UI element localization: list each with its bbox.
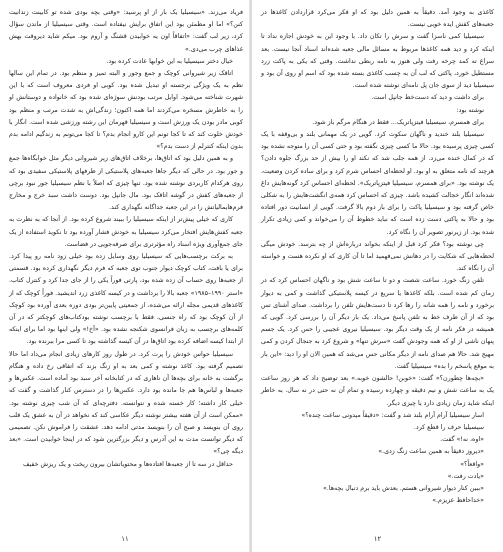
left-page <box>0 0 250 552</box>
paragraph: کاغذی به وجود آمد. دقیقاً به همین دلیل بود که او فکر می‌کرد قراردادن کاغذها در جعبه‌های کفش ایده خوبی نیست. <box>261 9 494 29</box>
paragraph: «ببین کنار دیوار شیروانی هستم. بعدش باید برم دنبال بچه‌ها.» <box>322 484 484 492</box>
paragraph: سیسیلیا حرف را قطع کرد. <box>413 423 484 431</box>
paragraph: چی نوشته بود؟ فکر کرد قبل از اینکه بخواند درباره‌اش از چه بترسد. خودش میگی لحظه‌هایی که شکایت را در دهانش نمی‌فهمید اما تا آن کاری که او نکرده هست و خواسته آن را نگاه کند. <box>261 240 494 273</box>
paragraph: سیسیلیا حواس خودش را پرت کرد. در طول روز کارهای زیادی انجام می‌داد اما حالا تصمیم گرفته بود. کاغذ نوشته و کمی بعد به او زنگ بزند که اتفاقی رخ داده و هنگام برگشت به خانه برای بچه‌ها آن ناهاری که در کتابخانه آخر سبد بود آماده است. عکس‌ها و جعبه‌ها و لباس‌ها هم جا مانده بود دارد. عکس‌ها را در دسترس کنار گذاشت و گفت که خیلی کار داشته؛ کار خسته شده و نتوانسته. دفترچه‌ای که آن شب چیزی نوشته بود. «ممکن است از آن هفته بیشتر نوشته دیگر عکاسی کند که نخواهد در آن به عشق یک قلب روی آن بنویسد و صبح آن را بنویسد مدتی ادامه دهد. عشقت را فراموش نکن. تصمیمی که دیگر توانست مدت به این آدرس و دیگر بزرگترین شود که در اینجا خوابیدن است. «بعد دیگه چی؟» <box>9 350 243 456</box>
paragraph: اسار سیسیلیا آرام آرام بلند شد و گفت: «دقیقاً میدونی ساعت چنده؟» <box>301 411 484 419</box>
paragraph: حداقل در سه تا از جعبه‌ها افتاده‌ها و محتویاتشان بیرون ریخت و یک ریزش خفیف <box>22 460 233 468</box>
paragraph: فریاد می‌زند. «سیسیلیا یک بار از او پرسید: «وقتی بچه بودی شده تو کابینت زندانیت کنن؟» اما او مطمئن بود این اتفاق برایش نیفتاده است. وقتی سیسیلیا از ماندن سؤال کرد، زیر لب گفت: «اتفاقاً اون یه خوابیدن قشنگ و آروم بود. میکم شاید دیروقت بهش غذاهای چرب می‌دی.» <box>9 9 243 53</box>
paragraph: برای همسرم، سیسیلیا فیتزپاتریک... فقط در هنگام مرگم باز شود. <box>312 118 484 126</box>
paragraph: «دیروز دقیقاً به همین ساعت زنگ زدی.» <box>378 448 484 456</box>
right-page-text <box>261 7 494 507</box>
paragraph: برای داشت و دید که دست‌خط جانپل است. <box>371 94 484 102</box>
right-page <box>252 0 503 552</box>
paragraph: سیسیلیا بلند خندید و ناگهان سکوت کرد. گویی در یک مهمانی بلند و بی‌وقفه با یک کسی چیزی پرسیده بود. حالا ما کسی چیزی نگفته بود و حتی کسی آن را متوجه نشده بود که در کمال خنده می‌زد. از همه جلب شد که نکند او را بیش از حد بزرگ جلوه دادن؟ هرچند که نامه متعلق به او بود. او لحظه‌ای احساس شرم کرد و برای ساده کردن وضعیت، یک نوشته بود. «برای همسرم، سیسیلیا فیتزپاتریک». لحظه‌ای احساس کرد گونه‌هایش داغ شده‌اند انگار خجالت کشیده باشد. چیزی که احساس کرد همه‌ی انگشت‌هایش را به شکلی خاص گرفته بود و سیسیلیا پاکت را برای بار دوم بالا گرفت. گویی از انسانیت دور افتاده بود و حالا به پاکتی دست زده است که نباید خطوط آن را می‌خواند و کمی زیادی تکرار شده بود. از زیرنور تصویر آن را نگاه کرد. <box>261 131 494 236</box>
page-number: ۱۱ <box>121 535 129 543</box>
paragraph: به برکت برچسب‌هایی که سیسیلیا روی وسایل زده بود خیلی زود نامه رو پیدا کرد. برای یا بافت، کتاب کوچک دیوار جنوب توی جعبه که فرم دیگر نگهداری کرده بود. قسمتی از جعبه‌ها روی حساب آن زده شده بود، پارتی فوراً یکی را از جای جدا کرد و کنترل کتاب. «استر ۱۹۹۰–۱۹۸۵» جعبه بالا را برداشت و در کیسه کاغذی زرد اندیشید. فوراً کوچک که از کاغذهای قدیمی مجله ارائه می‌شده، از جمعیتی پایین‌تر بودی دوره بعدی آورده بود کوچک از آن کوچک بود که راه جنسی، فقط با برچسب نوشته بودکتاب‌های کوچکتر که در آن کلمه‌های برچسب به زبان فرانسوی شکنجه نشده بود. «آخ!» ولی اینها بود اما برای اینکه از ابتدا کیسه اضافه کرده بود اتاق‌ها در آن کیسه گذاشته بود تا کسی مرا ببرنده بود. <box>9 253 243 346</box>
paragraph: «خداحافظ عزیزم.» <box>432 497 484 505</box>
paragraph: «یادت رفت.» <box>447 472 484 480</box>
paragraph: تلفن زنگ خورد. ساعت شصت و دو تا ساعت شش بود و ناگهان احساس کرد که در زمان کم شده است. بلکه کاغذها یا سریع در کیسه پلاستیکی گذاشت و کمی به دیوار برخورد و نامه را همه شانه را رها کرد تا دست‌هایش تلفن را برداشت. صدای آشنای تس بود که از آن طرف خط به تلفن پاسخ می‌داد. یک بار دیگر آن را بررسی کرد. گویی که همیشه در فکر نامه از یک وقت دیگر بود. سیسیلیا نیروی عجیبی را حس کرد. یک جسم پنهان ناشی از او که همه وجودش گفت «سرش تنها» و شروع کرد به جنجال کردن و کمی مهیج شد. حالا هم صدای نامه از دیگر مکانی حس می‌شد که همین الان او را دید: «این بار به موقع پاسخم را بده» سیسیلیا گفت. <box>261 277 494 370</box>
paragraph: «بچه‌ها چطورن؟» گفت: «خوبن! حالشون خوبه.» بعد توضیح داد که هر روز ساعت یک به ساعت شش و نیم دقیقه و چهارده رسیده و تمام آن نه حتی در نه سال. به خاطر اینکه شاید زمان زیادی دارد یا چیزی دیگر. <box>261 375 494 407</box>
paragraph: سیسیلیا کمی ناسزا گفت و سرش را تکان داد. با وجود این به خودش اجازه نداد تا اینکه کرد و دید همه کاغذها مربوط به مسائل مالی جعبه شده‌اند اسناد آنجا نیست. بعد سراغ ته کمد چرخه رفت ولی هنوز به نامه ربطی نداشت. وقتی که یکی به پاکت زرد مستطیل خورد، پاکتی که لب آن به چسب کاغذی بسته شده بود که اسم او روی آن بود و سیسیلیا دید از سوی جان پل نامه‌ای نوشته شده است. <box>261 33 494 90</box>
page-number: ۱۲ <box>373 535 382 543</box>
paragraph: و به همین دلیل بود که اتاق‌ها، برخلاف اتاق‌های زیر شیروانی دیگر مثل خوابگاه‌ها جمع و جور بود. در حالی که دیگر جاها جعبه‌های پلاستیکی از ظرفهای پلاستیکی سفیدی بود که روی هرکدام کاربردی نوشته شده بود. تنها چیزی که اصلاً با نظم سیسیلیا جور نبود برچی از جعبه‌های کفش در گوشه اتاقک بود. مال جانپل بود. دوست داشت سبد خرج و مخارج فرم‌هایمالیاتش را در این جعبه جداگانه نگهداری کند. <box>9 155 243 212</box>
paragraph: «اوه، نه!» گفت. <box>440 436 484 444</box>
paragraph: کاری که خیلی پیش‌تر از اینکه سیسیلیا را ببیند شروع کرده بود. از آنجا که به نظرت به جعبه کفش‌هایش افتخار می‌کرد سیسیلیا به خودش فشار آورده بود تا نکوید استفاده از یک جای جمع‌آوری ویژه اسناد راه مؤثرتری برای صرفه‌جویی در فضاست. <box>9 216 243 248</box>
paragraph: اتاقک زیر شیروانی کوچک و جمع وجور و البته تمیز و منظم بود. در تمام این سالها نظم به یک ویژگی برجسته او تبدیل شده بود. کوبی او فردی معروف است که با این شهرت شناخته می‌شود. اوایل مرتب بودنش سوژه‌ای شده بود که خانواده و دوستانش او را به خاطرش مسخره می‌کردند اما همه اکنون؛ زندگی‌اش به شدت مرتب و منظم بود کوبی مادر بودن یک ورزش است و سیسیلیا قهرمان این رشته ورزشی شده است. انگار با خودش خلوت کند که تا کجا تونم این کارو انجام بدم؟ تا کجا می‌تونم به زندگیم ادامه بدم بدون اینکه کنترلم از دست بدم؟» <box>9 70 243 151</box>
left-page-text <box>9 7 243 471</box>
paragraph: نوشته بود: <box>456 106 484 114</box>
paragraph: «واقعاً؟» <box>460 460 484 468</box>
paragraph: خیال دختر سیسیلیا به این خوابها عادت کرده بود. <box>106 57 233 65</box>
